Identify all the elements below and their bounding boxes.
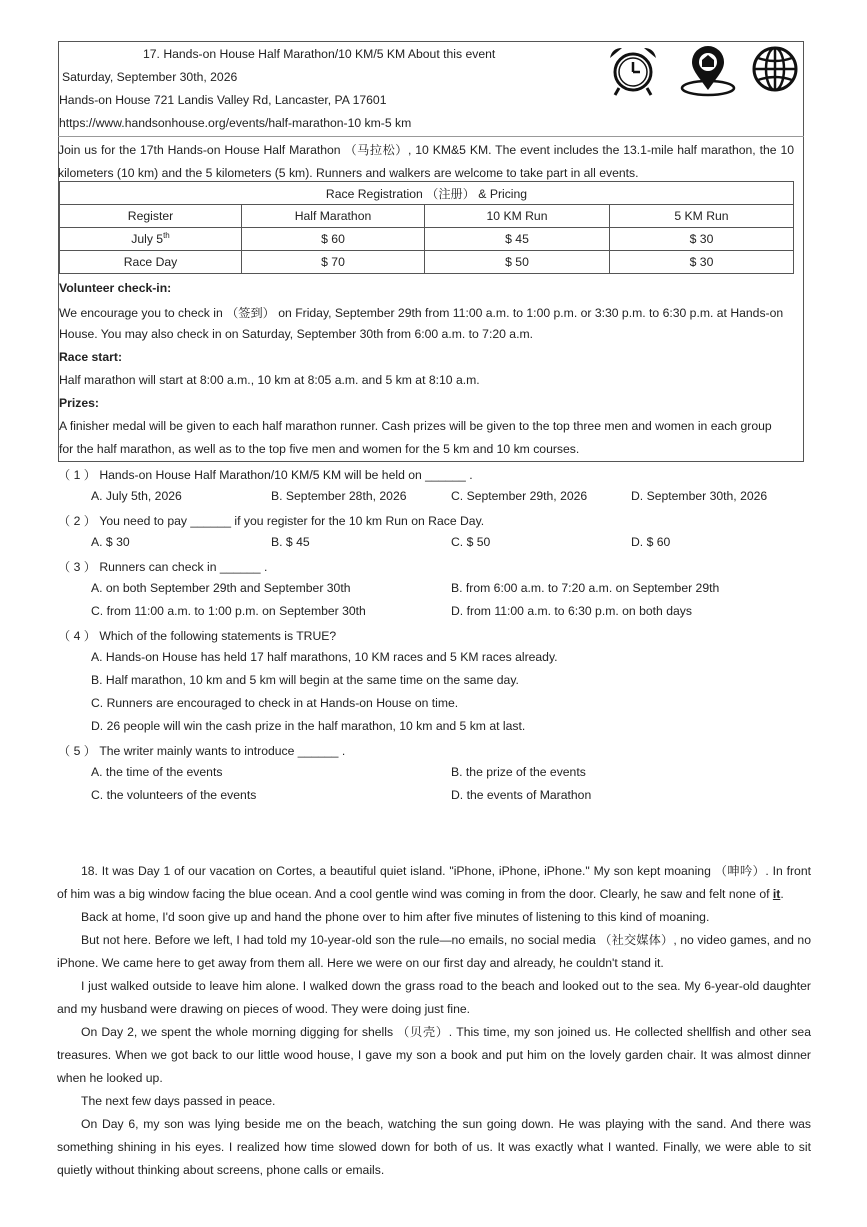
location-pin-icon [678, 44, 738, 98]
paragraph: Back at home, I'd soon give up and hand the phone over to him after five minutes of listening to this kind of moaning. [81, 910, 710, 924]
option[interactable]: C. September 29th, 2026 [451, 489, 588, 503]
table-header: 10 KM Run [425, 205, 610, 228]
option[interactable]: D. September 30th, 2026 [631, 489, 768, 503]
table-header-row [60, 205, 794, 228]
option[interactable]: B. Half marathon, 10 km and 5 km will begin at the same time on the same day. [91, 673, 519, 687]
option[interactable]: D. $ 60 [631, 535, 671, 549]
option[interactable]: B. September 28th, 2026 [271, 489, 407, 503]
option[interactable]: B. the prize of the events [451, 765, 586, 779]
question-stem: （ 3 ） Runners can check in ______ . [58, 560, 268, 574]
table-header: 5 KM Run [610, 205, 794, 228]
table-header: Half Marathon [242, 205, 425, 228]
option[interactable]: C. Runners are encouraged to check in at Hands-on House on time. [91, 696, 459, 710]
globe-icon [750, 44, 800, 94]
question-stem: （ 5 ） The writer mainly wants to introduce ______ . [58, 744, 346, 758]
table-row [60, 228, 794, 251]
volunteer-line: House. You may also check in on Saturday, September 30th from 6:00 a.m. to 7:20 a.m. [59, 327, 533, 341]
option[interactable]: A. on both September 29th and September 30th [91, 581, 351, 595]
prizes-line: A finisher medal will be given to each half marathon runner. Cash prizes will be given to the top three men and women in each group [59, 419, 772, 433]
option[interactable]: C. from 11:00 a.m. to 1:00 p.m. on September 30th [91, 604, 366, 618]
option[interactable]: D. 26 people will win the cash prize in the half marathon, 10 km and 5 km at last. [91, 719, 526, 733]
option[interactable]: B. $ 45 [271, 535, 310, 549]
option[interactable]: C. $ 50 [451, 535, 491, 549]
table-cell: $ 30 [610, 228, 794, 251]
pricing-table [59, 181, 794, 274]
alarm-clock-icon [604, 44, 662, 98]
option[interactable]: A. the time of the events [91, 765, 223, 779]
prizes-line: for the half marathon, as well as to the top five men and women for the 5 km and 10 km courses. [59, 442, 580, 456]
event-url: https://www.handsonhouse.org/events/half-marathon-10 km-5 km [59, 116, 412, 130]
race-start-heading: Race start: [59, 350, 122, 364]
option[interactable]: A. July 5th, 2026 [91, 489, 182, 503]
question-stem: （ 4 ） Which of the following statements is TRUE? [58, 629, 337, 643]
intro-text: Join us for the 17th Hands-on House Half Marathon （马拉松）, 10 KM&5 KM. The event includes the 13.1-mile half marathon, the 10 kilometers (10 km) and the 5 kilometers (5 km). Runners and walkers are welcome to take part in all events. [58, 143, 794, 180]
table-cell: $ 60 [242, 228, 425, 251]
table-cell: $ 70 [242, 251, 425, 274]
prizes-heading: Prizes: [59, 396, 99, 410]
table-cell: $ 30 [610, 251, 794, 274]
event-address: Hands-on House 721 Landis Valley Rd, Lancaster, PA 17601 [59, 93, 387, 107]
option[interactable]: B. from 6:00 a.m. to 7:20 a.m. on September 29th [451, 581, 720, 595]
event-title: 17. Hands-on House Half Marathon/10 KM/5 KM About this event [143, 47, 496, 61]
option[interactable]: A. Hands-on House has held 17 half marathons, 10 KM races and 5 KM races already. [91, 650, 558, 664]
option[interactable]: D. from 11:00 a.m. to 6:30 p.m. on both days [451, 604, 692, 618]
table-header: Register [60, 205, 242, 228]
table-cell: Race Day [60, 251, 242, 274]
table-caption: Race Registration （注册） & Pricing [60, 182, 794, 205]
paragraph: On Day 6, my son was lying beside me on the beach, watching the sun going down. He was playing with the sand. And there was something shining in his eyes. I realized how time slowed down for both of us. It was exactly what I wanted. Finally, we were able to sit quietly without thinking about screens, phone calls or emails. [57, 1117, 811, 1177]
paragraph: On Day 2, we spent the whole morning digging for shells （贝壳）. This time, my son joined us. He collected shellfish and other sea treasures. When we got back to our little wood house, I gave my son a book and put him on the lovely garden chair. It was almost dinner when he looked up. [57, 1025, 811, 1085]
table-cell: July 5th [60, 228, 242, 251]
passage-18 [57, 860, 811, 1182]
volunteer-line: We encourage you to check in （签到） on Friday, September 29th from 11:00 a.m. to 1:00 p.m. or 3:30 p.m. to 6:30 p.m. at Hands-on [59, 306, 784, 320]
question-stem: （ 2 ） You need to pay ______ if you register for the 10 km Run on Race Day. [58, 514, 485, 528]
event-date: Saturday, September 30th, 2026 [62, 70, 238, 84]
paragraph: But not here. Before we left, I had told my 10-year-old son the rule—no emails, no social media （社交媒体）, no video games, and no iPhone. We came here to get away from them all. Here we were on our first day and already, he couldn't stand it. [57, 933, 811, 970]
paragraph: I just walked outside to leave him alone. I walked down the grass road to the beach and looked out to the sea. My 6-year-old daughter and my husband were drawing on pieces of wood. They were doing just fine. [57, 979, 811, 1016]
volunteer-heading: Volunteer check-in: [59, 281, 172, 295]
paragraph: The next few days passed in peace. [81, 1094, 276, 1108]
option[interactable]: A. $ 30 [91, 535, 130, 549]
option[interactable]: D. the events of Marathon [451, 788, 592, 802]
table-cell: $ 45 [425, 228, 610, 251]
paragraph: 18. It was Day 1 of our vacation on Cortes, a beautiful quiet island. "iPhone, iPhone, iPhone." My son kept moaning （呻吟）. In front of him was a big window facing the blue ocean. And a cool gentle wind was coming in from the door. Clearly, he saw and felt none of it. [57, 864, 811, 901]
table-cell: $ 50 [425, 251, 610, 274]
option[interactable]: C. the volunteers of the events [91, 788, 257, 802]
race-start-text: Half marathon will start at 8:00 a.m., 10 km at 8:05 a.m. and 5 km at 8:10 a.m. [59, 373, 480, 387]
table-row [60, 251, 794, 274]
question-stem: （ 1 ） Hands-on House Half Marathon/10 KM/5 KM will be held on ______ . [58, 468, 473, 482]
